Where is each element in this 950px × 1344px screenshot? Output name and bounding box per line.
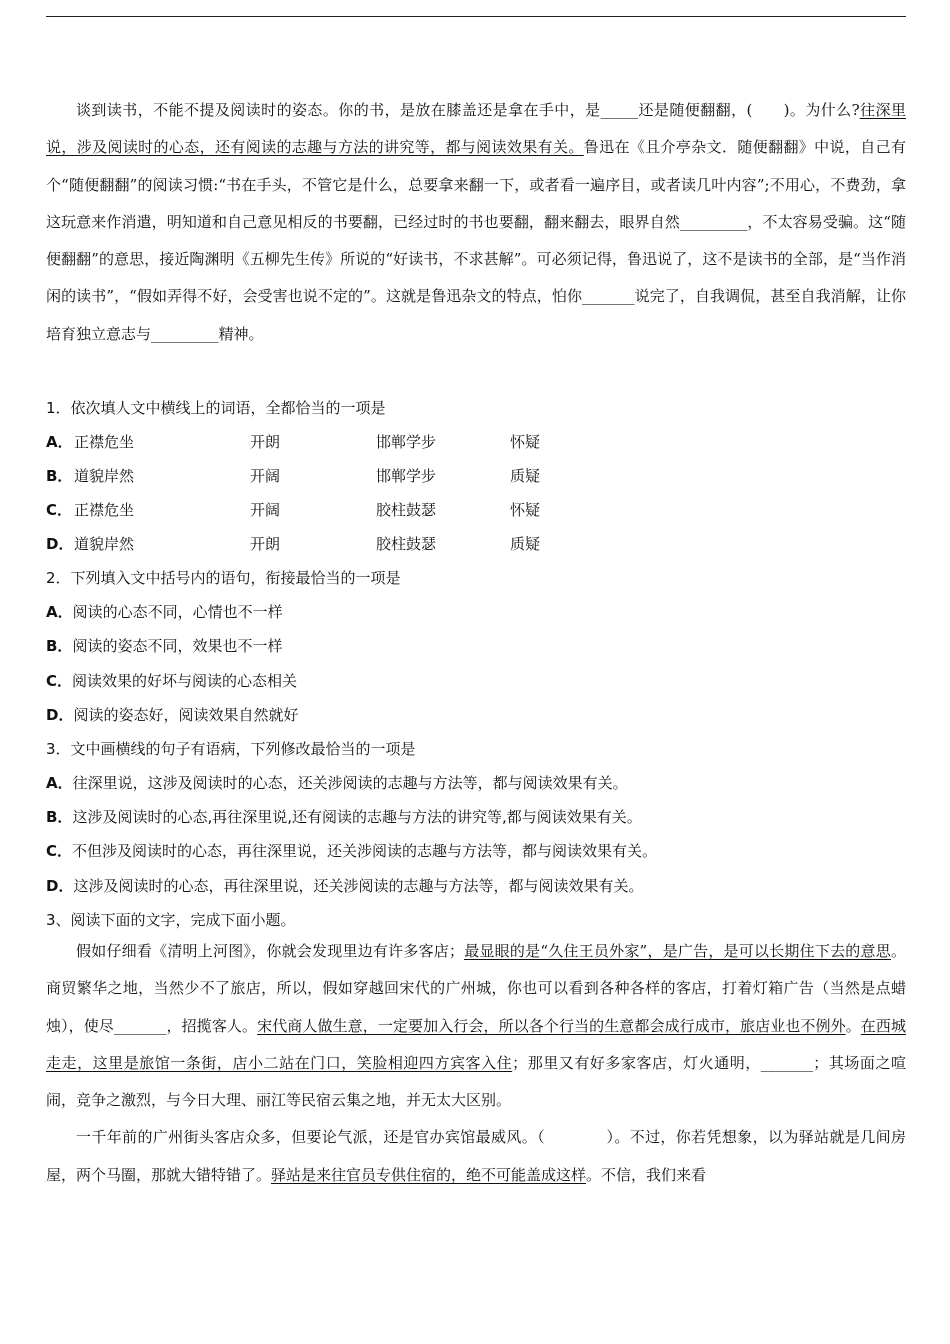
- question-3-option: D．这涉及阅读时的心态，再往深里说，还关涉阅读的志趣与方法等，都与阅读效果有关。: [46, 877, 644, 895]
- question-3-option: A．往深里说，这涉及阅读时的心态，还关涉阅读的志趣与方法等，都与阅读效果有关。: [46, 774, 628, 792]
- option-word: 邯郸学步: [376, 467, 437, 485]
- passage-2-paragraph-1: 假如仔细看《清明上河图》，你就会发现里边有许多客店；最显眼的是“久住王员外家”，是广告，是可以长期住下去的意思。商贸繁华之地，当然少不了旅店，所以，假如穿越回宋代的广州城，你也可以看到各种各样的客店，打着灯箱广告（当然是点蜡烛），使尽_______，招揽客人。宋代商人做生意，一定要加入行会，所以各个行当的生意都会成行成市，旅店业也不例外。在西城走走，这里是旅馆一条街，店小二站在门口，笑脸相迎四方宾客入住；那里又有好多家客店，灯火通明，_______；其场面之喧闹，竞争之激烈，与今日大理、丽江等民宿云集之地，并无太大区别。: [46, 942, 906, 1110]
- option-word: 道貌岸然: [74, 467, 135, 485]
- underlined-sentence: 往深里说，涉及阅读时的心态，还有阅读的志趣与方法的讲究等，都与阅读效果有关。: [46, 101, 906, 157]
- option-word: 邯郸学步: [376, 433, 437, 451]
- reading-passage-2: [46, 933, 906, 1194]
- option-word: 开朗: [250, 535, 281, 553]
- option-word: 开阔: [250, 501, 281, 519]
- question-1-option: [46, 431, 646, 453]
- option-word: 胶柱鼓瑟: [376, 501, 437, 519]
- passage-text: 鲁迅在《且介亭杂文．随便翻翻》中说，自己有个“随便翻翻”的阅读习惯:“书在手头，不管它是什么，总要拿来翻一下，或者看一遍序目，或者读几叶内容”;不用心，不费劲，拿这玩意来作消遣，明知道和自己意见相反的书要翻，已经过时的书也要翻，翻来翻去，眼界自然_________，不太容易受骗。这“随便翻翻”的意思，接近陶渊明《五柳先生传》所说的“好读书，不求甚解”。可必须记得，鲁迅说了，这不是读书的全部，是“当作消闲的读书”，“假如弄得不好，会受害也说不定的”。这就是鲁迅杂文的特点，怕你_______说完了，自我调侃，甚至自我消解，让你培育独立意志与_________精神。: [46, 138, 906, 343]
- header-rule: [46, 16, 906, 17]
- option-label: B．: [46, 467, 73, 485]
- option-word: 胶柱鼓瑟: [376, 535, 437, 553]
- question-2-option: A．阅读的心态不同，心情也不一样: [46, 603, 283, 621]
- option-word: 开阔: [250, 467, 281, 485]
- option-word: 怀疑: [510, 433, 541, 451]
- option-word: 正襟危坐: [74, 433, 135, 451]
- section-3-heading: 3、阅读下面的文字，完成下面小题。: [46, 911, 296, 929]
- question-2-option: C．阅读效果的好坏与阅读的心态相关: [46, 672, 298, 690]
- option-word: 质疑: [510, 535, 541, 553]
- passage-2-paragraph-2: 一千年前的广州街头客店众多，但要论气派，还是官办宾馆最威风。（ ）。不过，你若凭想象，以为驿站就是几间房屋，两个马圈，那就大错特错了。驿站是来往官员专供住宿的，绝不可能盖成这样。不信，我们来看: [46, 1128, 906, 1184]
- passage-1-paragraph: [46, 92, 906, 353]
- option-label: A．: [46, 433, 73, 451]
- option-label: C．: [46, 501, 73, 519]
- question-1-option: [46, 533, 646, 555]
- question-3-option: B．这涉及阅读时的心态,再往深里说,还有阅读的志趣与方法的讲究等,都与阅读效果有关。: [46, 808, 642, 826]
- question-2-option: D．阅读的姿态好，阅读效果自然就好: [46, 706, 299, 724]
- question-2-stem: 2．下列填入文中括号内的语句，衔接最恰当的一项是: [46, 569, 401, 587]
- question-2-option: B．阅读的姿态不同，效果也不一样: [46, 637, 283, 655]
- reading-passage-1: [46, 92, 906, 353]
- question-1-stem: 1．依次填人文中横线上的词语，全都恰当的一项是: [46, 399, 386, 417]
- underlined-sentence: 最显眼的是“久住王员外家”，是广告，是可以长期住下去的意思: [464, 942, 891, 960]
- option-word: 道貌岸然: [74, 535, 135, 553]
- option-word: 质疑: [510, 467, 541, 485]
- underlined-sentence: 在西城走走，这里是旅馆一条街，店小二站在门口，笑脸相迎四方宾客入住: [46, 1016, 906, 1072]
- question-3-stem: 3．文中画横线的句子有语病，下列修改最恰当的一项是: [46, 740, 416, 758]
- option-label: D．: [46, 535, 74, 553]
- option-word: 开朗: [250, 433, 281, 451]
- question-1-option: [46, 465, 646, 487]
- underlined-sentence: 宋代商人做生意，一定要加入行会，所以各个行当的生意都会成行成市，旅店业也不例外: [257, 1016, 846, 1035]
- option-word: 怀疑: [510, 501, 541, 519]
- passage-text: 谈到读书，不能不提及阅读时的姿态。你的书，是放在膝盖还是拿在手中，是_____还是随便翻翻，( )。为什么?: [76, 101, 860, 119]
- question-1-option: [46, 499, 646, 521]
- underlined-sentence: 驿站是来往官员专供住宿的，绝不可能盖成这样: [271, 1165, 587, 1184]
- option-word: 正襟危坐: [74, 501, 135, 519]
- question-3-option: C．不但涉及阅读时的心态，再往深里说，还关涉阅读的志趣与方法等，都与阅读效果有关。: [46, 842, 658, 860]
